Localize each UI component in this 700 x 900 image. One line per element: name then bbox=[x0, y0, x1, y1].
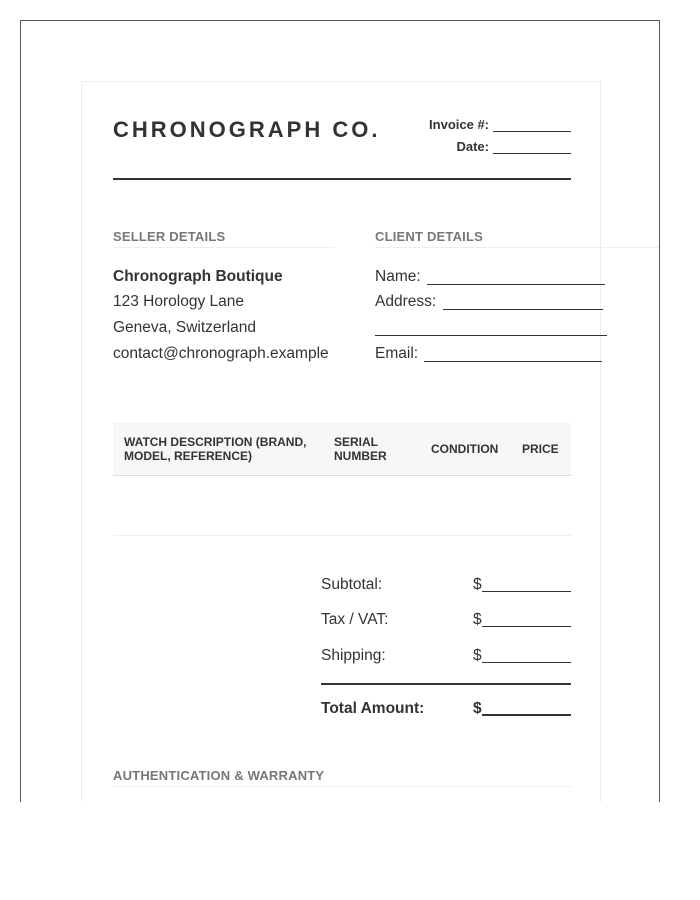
column-header-description: WATCH DESCRIPTION (BRAND, MODEL, REFERENCE) bbox=[124, 435, 307, 463]
client-title-rule bbox=[375, 247, 660, 248]
shipping-field[interactable] bbox=[482, 662, 571, 663]
shipping-currency: $ bbox=[473, 647, 482, 664]
tax-label: Tax / VAT: bbox=[321, 611, 389, 628]
seller-email: contact@chronograph.example bbox=[113, 345, 329, 362]
client-name-label: Name: bbox=[375, 268, 421, 285]
invoice-number-label: Invoice #: bbox=[429, 117, 489, 132]
total-amount-field[interactable] bbox=[482, 714, 571, 716]
total-amount-currency: $ bbox=[473, 700, 482, 717]
tax-field[interactable] bbox=[482, 626, 571, 627]
seller-address-line2: Geneva, Switzerland bbox=[113, 319, 257, 336]
page-frame bbox=[20, 20, 660, 802]
date-label: Date: bbox=[456, 139, 489, 154]
seller-name: Chronograph Boutique bbox=[113, 268, 283, 285]
column-header-price: PRICE bbox=[522, 442, 559, 456]
client-address-field-line2[interactable] bbox=[375, 335, 607, 336]
client-address-field[interactable] bbox=[443, 309, 603, 310]
client-section-title: CLIENT DETAILS bbox=[375, 229, 483, 244]
table-bottom-rule bbox=[113, 535, 571, 536]
column-header-condition: CONDITION bbox=[431, 442, 499, 456]
client-email-label: Email: bbox=[375, 345, 419, 362]
date-field[interactable] bbox=[493, 153, 571, 154]
subtotal-currency: $ bbox=[473, 576, 482, 593]
auth-title-rule bbox=[113, 786, 571, 787]
subtotal-label: Subtotal: bbox=[321, 576, 383, 593]
totals-divider bbox=[321, 683, 571, 685]
seller-title-rule bbox=[113, 247, 335, 248]
items-table-header bbox=[113, 423, 571, 476]
invoice-number-field[interactable] bbox=[493, 131, 571, 132]
column-header-serial: SERIAL NUMBER bbox=[334, 435, 387, 463]
subtotal-field[interactable] bbox=[482, 591, 571, 592]
tax-currency: $ bbox=[473, 611, 482, 628]
total-amount-label: Total Amount: bbox=[321, 700, 425, 717]
header-divider bbox=[113, 178, 571, 180]
shipping-label: Shipping: bbox=[321, 647, 386, 664]
company-name: CHRONOGRAPH CO. bbox=[113, 117, 381, 142]
seller-section-title: SELLER DETAILS bbox=[113, 229, 226, 244]
auth-section-title: AUTHENTICATION & WARRANTY bbox=[113, 768, 325, 783]
client-email-field[interactable] bbox=[424, 361, 602, 362]
seller-address-line1: 123 Horology Lane bbox=[113, 293, 244, 310]
client-address-label: Address: bbox=[375, 293, 437, 310]
client-name-field[interactable] bbox=[427, 284, 605, 285]
